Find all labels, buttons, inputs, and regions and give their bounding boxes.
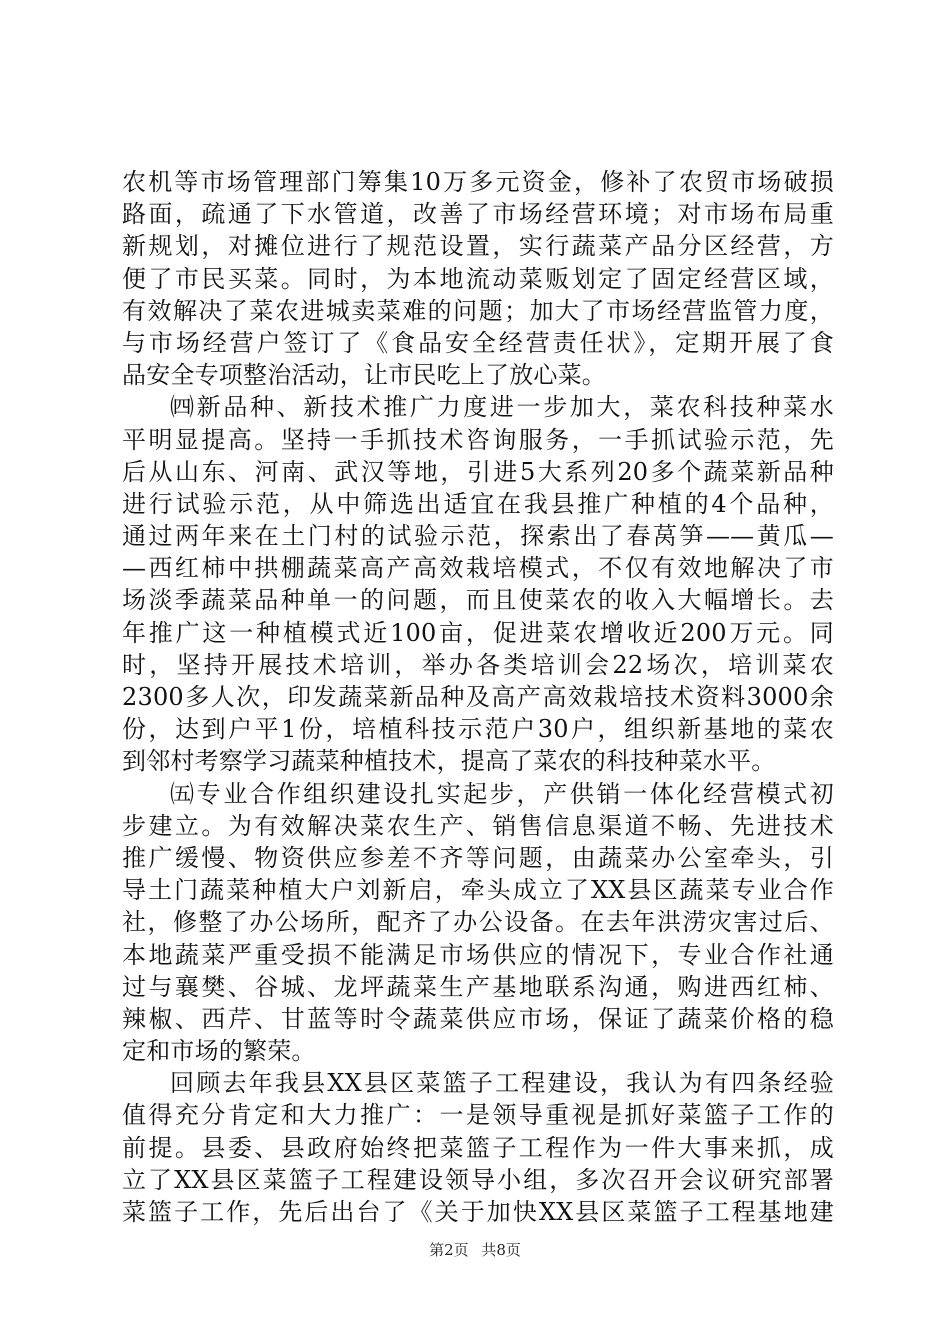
text-line: 菜篮子工作，先后出台了《关于加快XX县区菜篮子工程基地建 — [122, 1198, 834, 1226]
text-line: 立了XX县区菜篮子工程建设领导小组，多次召开会议研究部署 — [122, 1165, 834, 1194]
text-line: 推广缓慢、物资供应参差不齐等问题，由蔬菜办公室牵头，引 — [122, 843, 834, 872]
text-line: 场淡季蔬菜品种单一的问题，而且使菜农的收入大幅增长。去 — [122, 586, 834, 615]
text-line: 到邻村考察学习蔬菜种植技术，提高了菜农的科技种菜水平。 — [122, 747, 776, 776]
text-line: 导土门蔬菜种植大户刘新启，牵头成立了XX县区蔬菜专业合作 — [122, 876, 834, 905]
text-line: 份，达到户平1份，培植科技示范户30户，组织新基地的菜农 — [122, 715, 834, 744]
text-line: 定和市场的繁荣。 — [122, 1037, 316, 1066]
text-line: 前提。县委、县政府始终把菜篮子工程作为一件大事来抓，成 — [122, 1133, 834, 1162]
text-line: 品安全专项整治活动，让市民吃上了放心菜。 — [122, 361, 606, 390]
text-line: 后从山东、河南、武汉等地，引进5大系列20多个蔬菜新品种 — [122, 457, 834, 486]
text-line: 平明显提高。坚持一手抓技术咨询服务，一手抓试验示范，先 — [122, 425, 834, 454]
text-line: 新规划，对摊位进行了规范设置，实行蔬菜产品分区经营，方 — [122, 232, 834, 261]
text-line: —西红柿中拱棚蔬菜高产高效栽培模式，不仅有效地解决了市 — [122, 554, 834, 583]
text-line: 2300多人次，印发蔬菜新品种及高产高效栽培技术资料3000余 — [122, 683, 834, 711]
page-footer — [0, 1240, 950, 1260]
document-body — [122, 166, 834, 1228]
text-line: 社，修整了办公场所，配齐了办公设备。在去年洪涝灾害过后、 — [122, 908, 834, 937]
text-line: 进行试验示范，从中筛选出适宜在我县推广种植的4个品种， — [122, 489, 834, 518]
text-line: 本地蔬菜严重受损不能满足市场供应的情况下，专业合作社通 — [122, 940, 834, 969]
text-line: 通过两年来在土门村的试验示范，探索出了春莴笋——黄瓜— — [122, 522, 834, 551]
page-number-current: 第2页 — [429, 1241, 469, 1259]
text-line: 辣椒、西芹、甘蓝等时令蔬菜供应市场，保证了蔬菜价格的稳 — [122, 1004, 834, 1033]
text-line: 路面，疏通了下水管道，改善了市场经营环境；对市场布局重 — [122, 200, 834, 229]
text-line: 回顾去年我县XX县区菜篮子工程建设，我认为有四条经验 — [170, 1069, 834, 1098]
page-number-total: 共8页 — [481, 1241, 521, 1259]
text-line: 值得充分肯定和大力推广：一是领导重视是抓好菜篮子工作的 — [122, 1101, 834, 1130]
text-line: ㈤专业合作组织建设扎实起步，产供销一体化经营模式初 — [170, 779, 834, 808]
text-line: ㈣新品种、新技术推广力度进一步加大，菜农科技种菜水 — [170, 393, 834, 422]
text-line: 与市场经营户签订了《食品安全经营责任状》，定期开展了食 — [122, 328, 834, 357]
text-line: 年推广这一种植模式近100亩，促进菜农增收近200万元。同 — [122, 618, 834, 647]
text-line: 过与襄樊、谷城、龙坪蔬菜生产基地联系沟通，购进西红柿、 — [122, 972, 834, 1001]
text-line: 步建立。为有效解决菜农生产、销售信息渠道不畅、先进技术 — [122, 811, 834, 840]
text-line: 农机等市场管理部门筹集10万多元资金，修补了农贸市场破损 — [122, 168, 834, 196]
text-line: 有效解决了菜农进城卖菜难的问题；加大了市场经营监管力度， — [122, 296, 834, 325]
text-line: 时，坚持开展技术培训，举办各类培训会22场次，培训菜农 — [122, 650, 834, 679]
text-line: 便了市民买菜。同时，为本地流动菜贩划定了固定经营区域， — [122, 264, 834, 293]
